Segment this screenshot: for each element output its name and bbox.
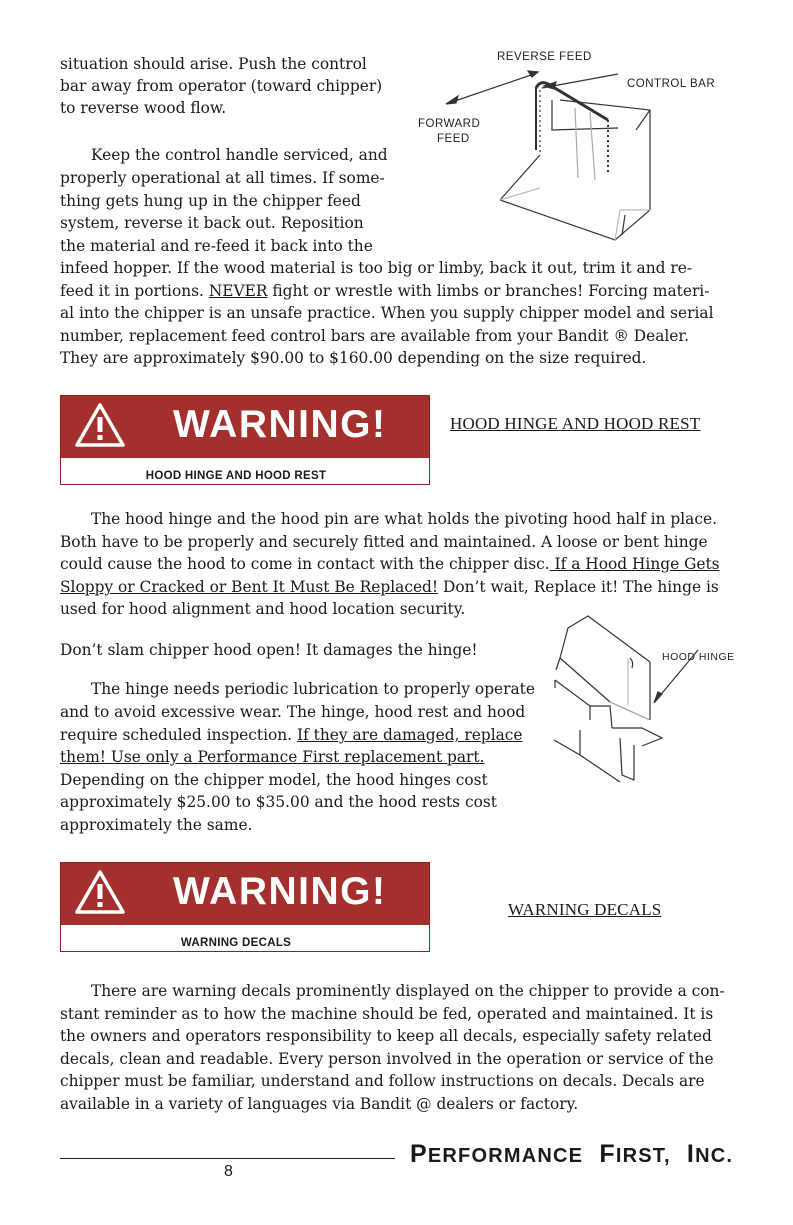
text-segment-underlined: Sloppy or Cracked or Bent It Must Be Replaced! [60, 578, 439, 596]
brand-logo-text: PERFORMANCE FIRST, INC. [410, 1140, 734, 1168]
warning-title: WARNING! [173, 403, 387, 446]
text-segment: feed it in portions. [60, 282, 209, 300]
text-line: They are approximately $90.00 to $160.00 depending on the size required. [60, 349, 647, 367]
text-line: approximately the same. [60, 816, 253, 834]
text-line: available in a variety of languages via Bandit @ dealers or factory. [60, 1095, 579, 1113]
reverse-feed-label: REVERSE FEED [497, 51, 592, 63]
text-line: properly operational at all times. If some- [60, 169, 385, 187]
text-line: stant reminder as to how the machine should be fed, operated and maintained. It is [60, 1005, 714, 1023]
text-line [60, 553, 720, 576]
text-segment-underlined: If they are damaged, replace [296, 726, 523, 744]
text-line [60, 280, 709, 303]
text-line-underlined: them! Use only a Performance First replacement part. [60, 748, 485, 766]
text-line: The hood hinge and the hood pin are what holds the pivoting hood half in place. [91, 510, 717, 528]
warning-subtitle: WARNING DECALS [180, 937, 292, 949]
warning-title: WARNING! [173, 870, 387, 913]
text-line: Keep the control handle serviced, and [91, 146, 388, 164]
warning-triangle-icon [74, 402, 126, 448]
hinge-illustration [550, 610, 720, 785]
warning-banner [61, 396, 429, 458]
text-line: the material and re-feed it back into the [60, 237, 373, 255]
section-heading-hood-hinge: HOOD HINGE AND HOOD REST [450, 414, 701, 433]
forward-feed-label-2: FEED [437, 133, 470, 145]
text-line [60, 724, 523, 747]
text-segment: require scheduled inspection. [60, 726, 297, 744]
text-line: chipper must be familiar, understand and follow instructions on decals. Decals are [60, 1072, 705, 1090]
text-line: used for hood alignment and hood location security. [60, 600, 466, 618]
warning-box-decals [60, 862, 430, 952]
forward-feed-label: FORWARD [418, 118, 481, 130]
text-segment-underlined: If a Hood Hinge Gets [549, 555, 720, 573]
warning-triangle-icon [74, 869, 126, 915]
text-line [60, 576, 719, 599]
text-segment: Don’t wait, Replace it! The hinge is [438, 578, 719, 596]
warning-box-hood-hinge [60, 395, 430, 485]
text-line: The hinge needs periodic lubrication to properly operate [91, 680, 535, 698]
text-line: bar away from operator (toward chipper) [60, 77, 383, 95]
text-line: thing gets hung up in the chipper feed [60, 192, 361, 210]
text-line: approximately $25.00 to $35.00 and the hood rests cost [60, 793, 497, 811]
text-line: the owners and operators responsibility to keep all decals, especially safety related [60, 1027, 712, 1045]
text-line: Depending on the chipper model, the hood hinges cost [60, 771, 488, 789]
text-segment: could cause the hood to come in contact with the chipper disc. [60, 555, 550, 573]
text-line: infeed hopper. If the wood material is too big or limby, back it out, trim it and re- [60, 259, 693, 277]
text-line: to reverse wood flow. [60, 99, 227, 117]
control-bar-label: CONTROL BAR [627, 78, 716, 90]
text-line: and to avoid excessive wear. The hinge, hood rest and hood [60, 703, 526, 721]
text-line: number, replacement feed control bars are available from your Bandit ® Dealer. [60, 327, 689, 345]
hopper-illustration [440, 60, 700, 250]
warning-subtitle: HOOD HINGE AND HOOD REST [145, 470, 327, 482]
text-segment: fight or wrestle with limbs or branches! Forcing materi- [267, 282, 710, 300]
text-line: situation should arise. Push the control [60, 55, 367, 73]
page-number: 8 [224, 1163, 233, 1180]
section-heading-decals: WARNING DECALS [508, 900, 662, 919]
hood-hinge-label: HOOD HINGE [662, 651, 735, 663]
warning-banner [61, 863, 429, 925]
text-line: There are warning decals prominently displayed on the chipper to provide a con- [91, 982, 725, 1000]
footer-rule [60, 1158, 395, 1159]
text-line: system, reverse it back out. Reposition [60, 214, 364, 232]
text-line: Both have to be properly and securely fitted and maintained. A loose or bent hinge [60, 533, 708, 551]
text-line: Don’t slam chipper hood open! It damages the hinge! [60, 641, 478, 659]
never-emphasis: NEVER [208, 282, 268, 300]
text-line: al into the chipper is an unsafe practice. When you supply chipper model and serial [60, 304, 714, 322]
text-line: decals, clean and readable. Every person involved in the operation or service of the [60, 1050, 714, 1068]
